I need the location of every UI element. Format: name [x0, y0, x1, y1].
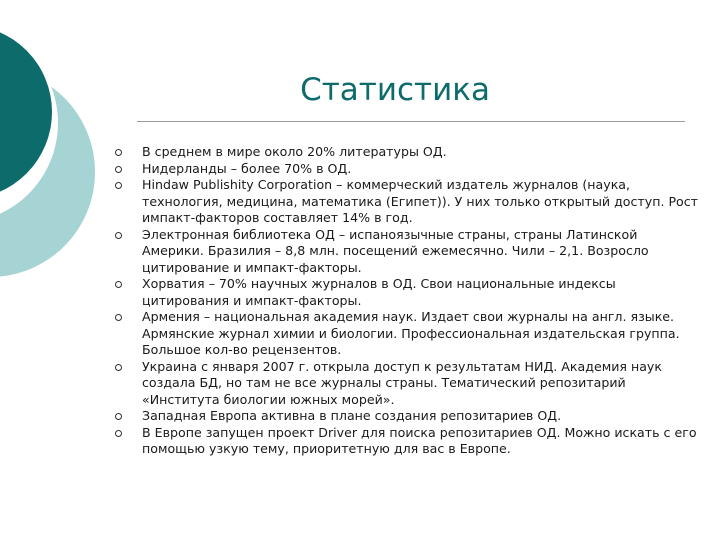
decorative-circles-graphic [0, 0, 110, 300]
bullet-text: Нидерланды – более 70% в ОД. [142, 160, 352, 176]
bullet-item [109, 359, 699, 409]
circle-bullet-icon [115, 166, 122, 173]
bullet-text: Западная Европа активна в плане создания репозитариев ОД. [142, 408, 562, 423]
decorative-circles [0, 0, 110, 300]
circle-bullet-icon [115, 364, 122, 371]
bullet-text: Украина с января 2007 г. открыла доступ к результатам НИД. Академия наук создала БД, но там не все журналы страны. Тематический репозитарий «Института биологии южных морей». [142, 358, 662, 407]
circle-bullet-icon [115, 314, 122, 321]
bullet-text: В среднем в мире около 20% литературы ОД. [142, 144, 447, 159]
bullet-item [109, 309, 699, 359]
bullet-item [109, 144, 699, 161]
bullet-item [109, 161, 699, 178]
bullet-item [109, 425, 699, 458]
bullet-text: Hindaw Publishity Corporation – коммерческий издатель журналов (наука, технология, медицина, математика (Египет)). У них только открытый доступ. Рост импакт-факторов составляет 14% в год. [142, 177, 699, 225]
bullet-text: В Европе запущен проект Driver для поиска репозитариев ОД. Можно искать с его помощью узкую тему, приоритетную для вас в Европе. [142, 424, 697, 456]
circle-bullet-icon [115, 232, 122, 239]
bullet-text: Электронная библиотека ОД – испаноязычные страны, страны Латинской Америки. Бразилия – 8,8 млн. посещений ежемесячно. Чили – 2,1. Возросло цитирование и импакт-факторы. [142, 226, 649, 275]
title-divider [137, 121, 685, 122]
circle-bullet-icon [115, 430, 122, 437]
circle-bullet-icon [115, 413, 122, 420]
bullet-text: Хорватия – 70% научных журналов в ОД. Свои национальные индексы цитирования и импакт-факторы. [142, 276, 616, 308]
slide-title: Статистика [300, 72, 490, 108]
bullet-item [109, 276, 699, 309]
bullet-list [109, 144, 699, 458]
circle-bullet-icon [115, 149, 122, 156]
bullet-item [109, 177, 699, 227]
bullet-item [109, 408, 699, 425]
bullet-text: Армения – национальная академия наук. Издает свои журналы на англ. языке. Армянские журнал химии и биологии. Профессиональная издательская группа. Большое кол-во рецензентов. [142, 309, 680, 357]
bullet-item [109, 227, 699, 277]
circle-bullet-icon [115, 281, 122, 288]
circle-bullet-icon [115, 182, 122, 189]
